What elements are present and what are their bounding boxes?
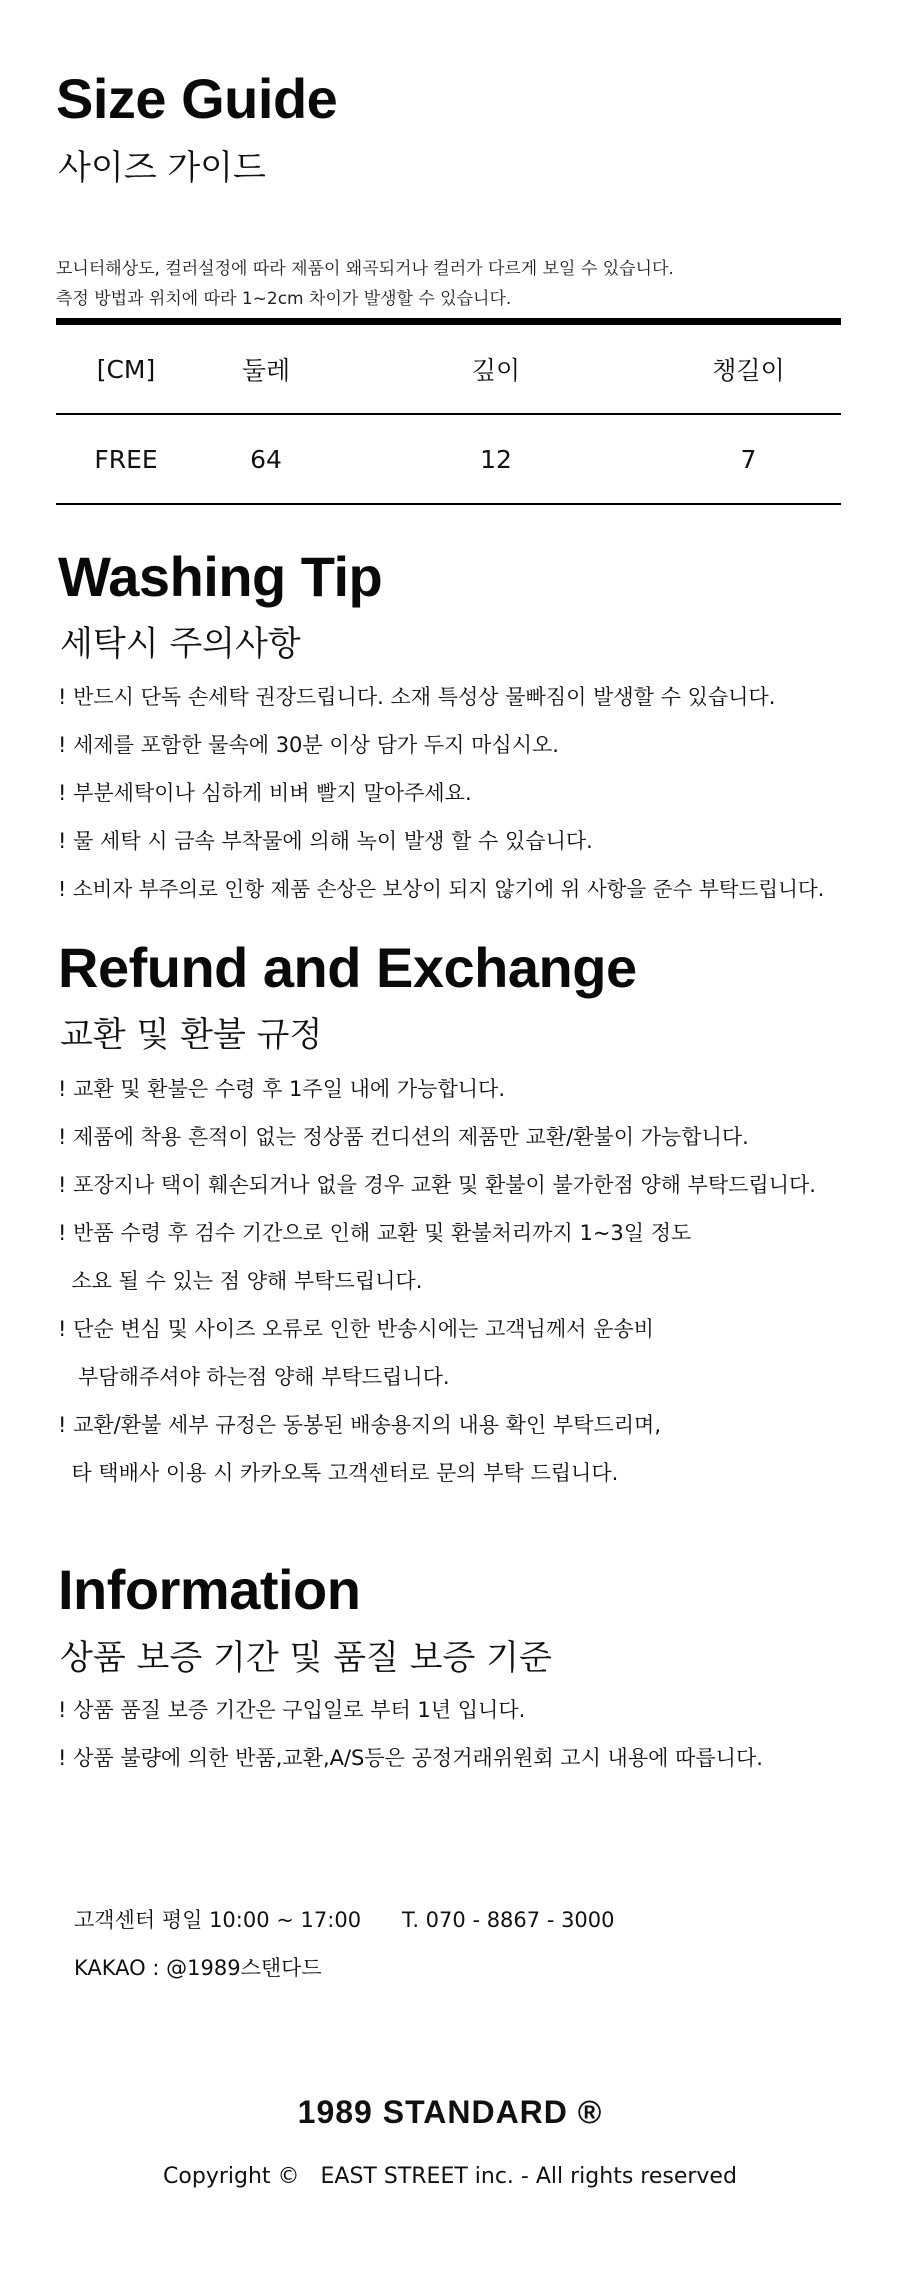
size-note: 측정 방법과 위치에 따라 1~2cm 차이가 발생할 수 있습니다. [56, 289, 512, 309]
customer-center-phone: T. 070 - 8867 - 3000 [402, 1908, 615, 1932]
list-item: 소요 될 수 있는 점 양해 부탁드립니다. [58, 1269, 423, 1293]
list-item: ! 반드시 단독 손세탁 권장드립니다. 소재 특성상 물빠짐이 발생할 수 있습니다. [58, 685, 776, 709]
list-item: ! 교환/환불 세부 규정은 동봉된 배송용지의 내용 확인 부탁드리며, [58, 1413, 662, 1437]
list-item: ! 상품 불량에 의한 반품,교환,A/S등은 공정거래위원회 고시 내용에 따릅니다. [58, 1746, 763, 1770]
washing-tip-title: Washing Tip [58, 545, 383, 608]
list-item: ! 물 세탁 시 금속 부착물에 의해 녹이 발생 할 수 있습니다. [58, 829, 593, 853]
refund-list [58, 1065, 816, 1497]
list-item: ! 반품 수령 후 검수 기간으로 인해 교환 및 환불처리까지 1~3일 정도 [58, 1221, 692, 1245]
washing-tip-list [58, 673, 824, 913]
list-item: 타 택배사 이용 시 카카오톡 고객센터로 문의 부탁 드립니다. [58, 1461, 619, 1485]
size-table-header-row [56, 322, 841, 415]
list-item: ! 포장지나 택이 훼손되거나 없을 경우 교환 및 환불이 불가한점 양해 부탁드립니다. [58, 1173, 816, 1197]
size-table-header: [CM] [96, 354, 156, 384]
size-table-header: 챙길이 [712, 356, 785, 385]
size-table-cell: FREE [94, 444, 158, 474]
size-table-cell: 64 [250, 444, 282, 474]
size-table-header: 둘레 [241, 356, 291, 385]
refund-title: Refund and Exchange [58, 936, 637, 999]
size-table [56, 318, 841, 505]
table-row [56, 414, 841, 504]
brand-name: 1989 STANDARD ® [297, 2094, 603, 2130]
size-guide-title: Size Guide [56, 67, 338, 130]
size-table-cell: 12 [480, 444, 512, 474]
size-guide-notes [56, 254, 674, 314]
size-note: 모니터해상도, 컬러설정에 따라 제품이 왜곡되거나 컬러가 다르게 보일 수 있습니다. [56, 259, 674, 279]
list-item: ! 교환 및 환불은 수령 후 1주일 내에 가능합니다. [58, 1077, 506, 1101]
washing-tip-subtitle: 세탁시 주의사항 [60, 624, 301, 664]
list-item: ! 상품 품질 보증 기간은 구입일로 부터 1년 입니다. [58, 1698, 526, 1722]
refund-subtitle: 교환 및 환불 규정 [60, 1015, 323, 1055]
copyright: Copyright © EAST STREET inc. - All rights reserved [163, 2164, 737, 2189]
list-item: ! 세제를 포함한 물속에 30분 이상 담가 두지 마십시오. [58, 733, 559, 757]
list-item: ! 부분세탁이나 심하게 비벼 빨지 말아주세요. [58, 781, 472, 805]
information-subtitle: 상품 보증 기간 및 품질 보증 기준 [60, 1638, 552, 1678]
information-title: Information [58, 1558, 361, 1621]
kakao-contact: KAKAO : @1989스탠다드 [74, 1956, 322, 1980]
size-table-cell: 7 [740, 444, 757, 474]
list-item: ! 소비자 부주의로 인항 제품 손상은 보상이 되지 않기에 위 사항을 준수 부탁드립니다. [58, 877, 825, 901]
customer-center-hours: 고객센터 평일 10:00 ~ 17:00 [74, 1908, 362, 1932]
information-list [58, 1686, 763, 1782]
size-guide-subtitle: 사이즈 가이드 [58, 148, 266, 188]
list-item: ! 제품에 착용 흔적이 없는 정상품 컨디션의 제품만 교환/환불이 가능합니다. [58, 1125, 749, 1149]
size-table-header: 깊이 [471, 356, 521, 385]
list-item: 부담해주셔야 하는점 양해 부탁드립니다. [58, 1365, 450, 1389]
list-item: ! 단순 변심 및 사이즈 오류로 인한 반송시에는 고객님께서 운송비 [58, 1317, 654, 1341]
